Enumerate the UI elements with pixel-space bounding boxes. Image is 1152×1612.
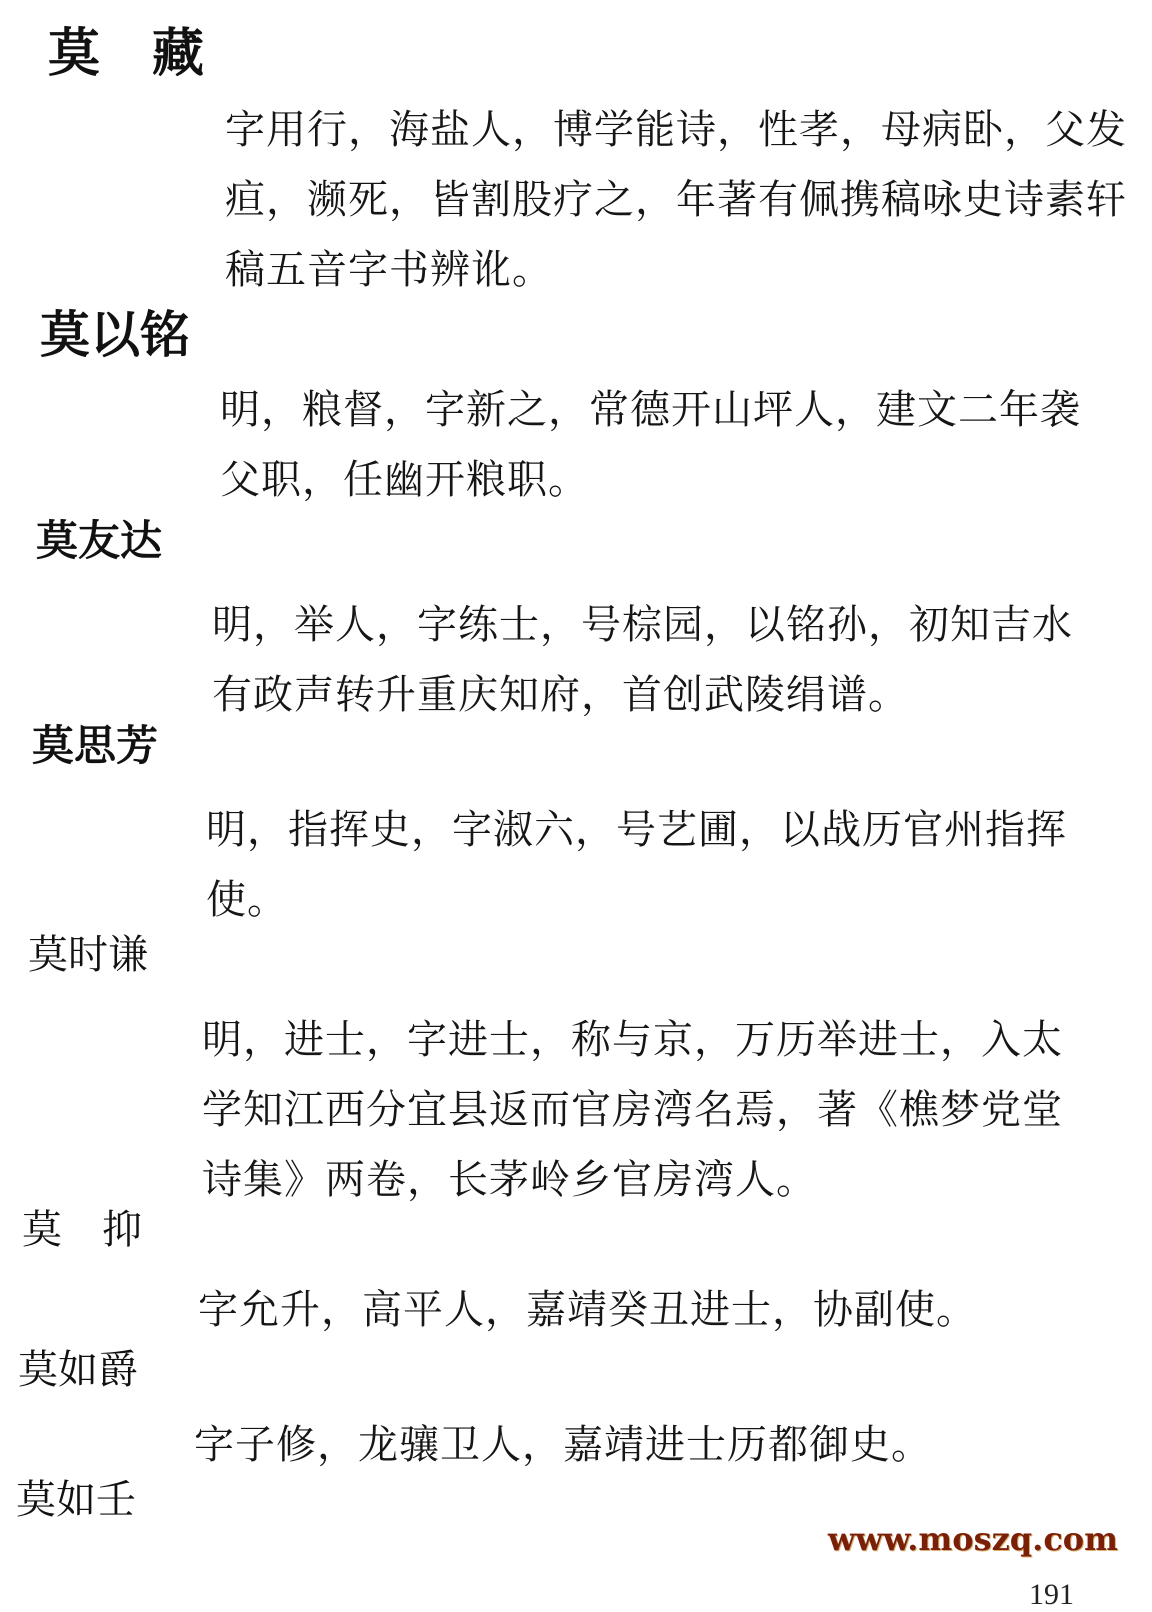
entry-biography: 字允升，高平人，嘉靖癸丑进士，协副使。 (198, 1287, 977, 1333)
entry-name: 莫思芳 (32, 721, 159, 770)
entry-name: 莫以铭 (40, 306, 190, 364)
entry-name: 莫时谦 (28, 932, 148, 978)
entry-biography: 字子修，龙骧卫人，嘉靖进士历都御史。 (194, 1422, 932, 1468)
site-watermark: www.moszq.com (827, 1520, 1118, 1558)
entry-biography: 明，指挥史，字淑六，号艺圃，以战历官州指挥使。 (206, 807, 1067, 923)
entry-name: 莫 藏 (48, 24, 205, 84)
entry-name: 莫友达 (36, 516, 163, 565)
page-number: 191 (1029, 1578, 1074, 1611)
entry-biography: 明，举人，字练士，号棕园，以铭孙，初知吉水有政声转升重庆知府，首创武陵绢谱。 (212, 602, 1073, 718)
entry-name: 莫如壬 (16, 1477, 136, 1523)
entry-biography: 明，进士，字进士，称与京，万历举进士，入太学知江西分宜县返而官房湾名焉，著《樵梦党堂诗集》两卷，长茅岭乡官房湾人。 (202, 1017, 1063, 1203)
entry-name: 莫如爵 (18, 1347, 138, 1393)
entry-biography: 字用行，海盐人，博学能诗，性孝，母病卧，父发疸，濒死，皆割股疗之，年著有佩携稿咏史诗素轩稿五音字书辨讹。 (225, 107, 1127, 293)
entry-name: 莫 抑 (22, 1207, 142, 1253)
entry-biography: 明，粮督，字新之，常德开山坪人，建文二年袭父职，任幽开粮职。 (220, 387, 1081, 503)
